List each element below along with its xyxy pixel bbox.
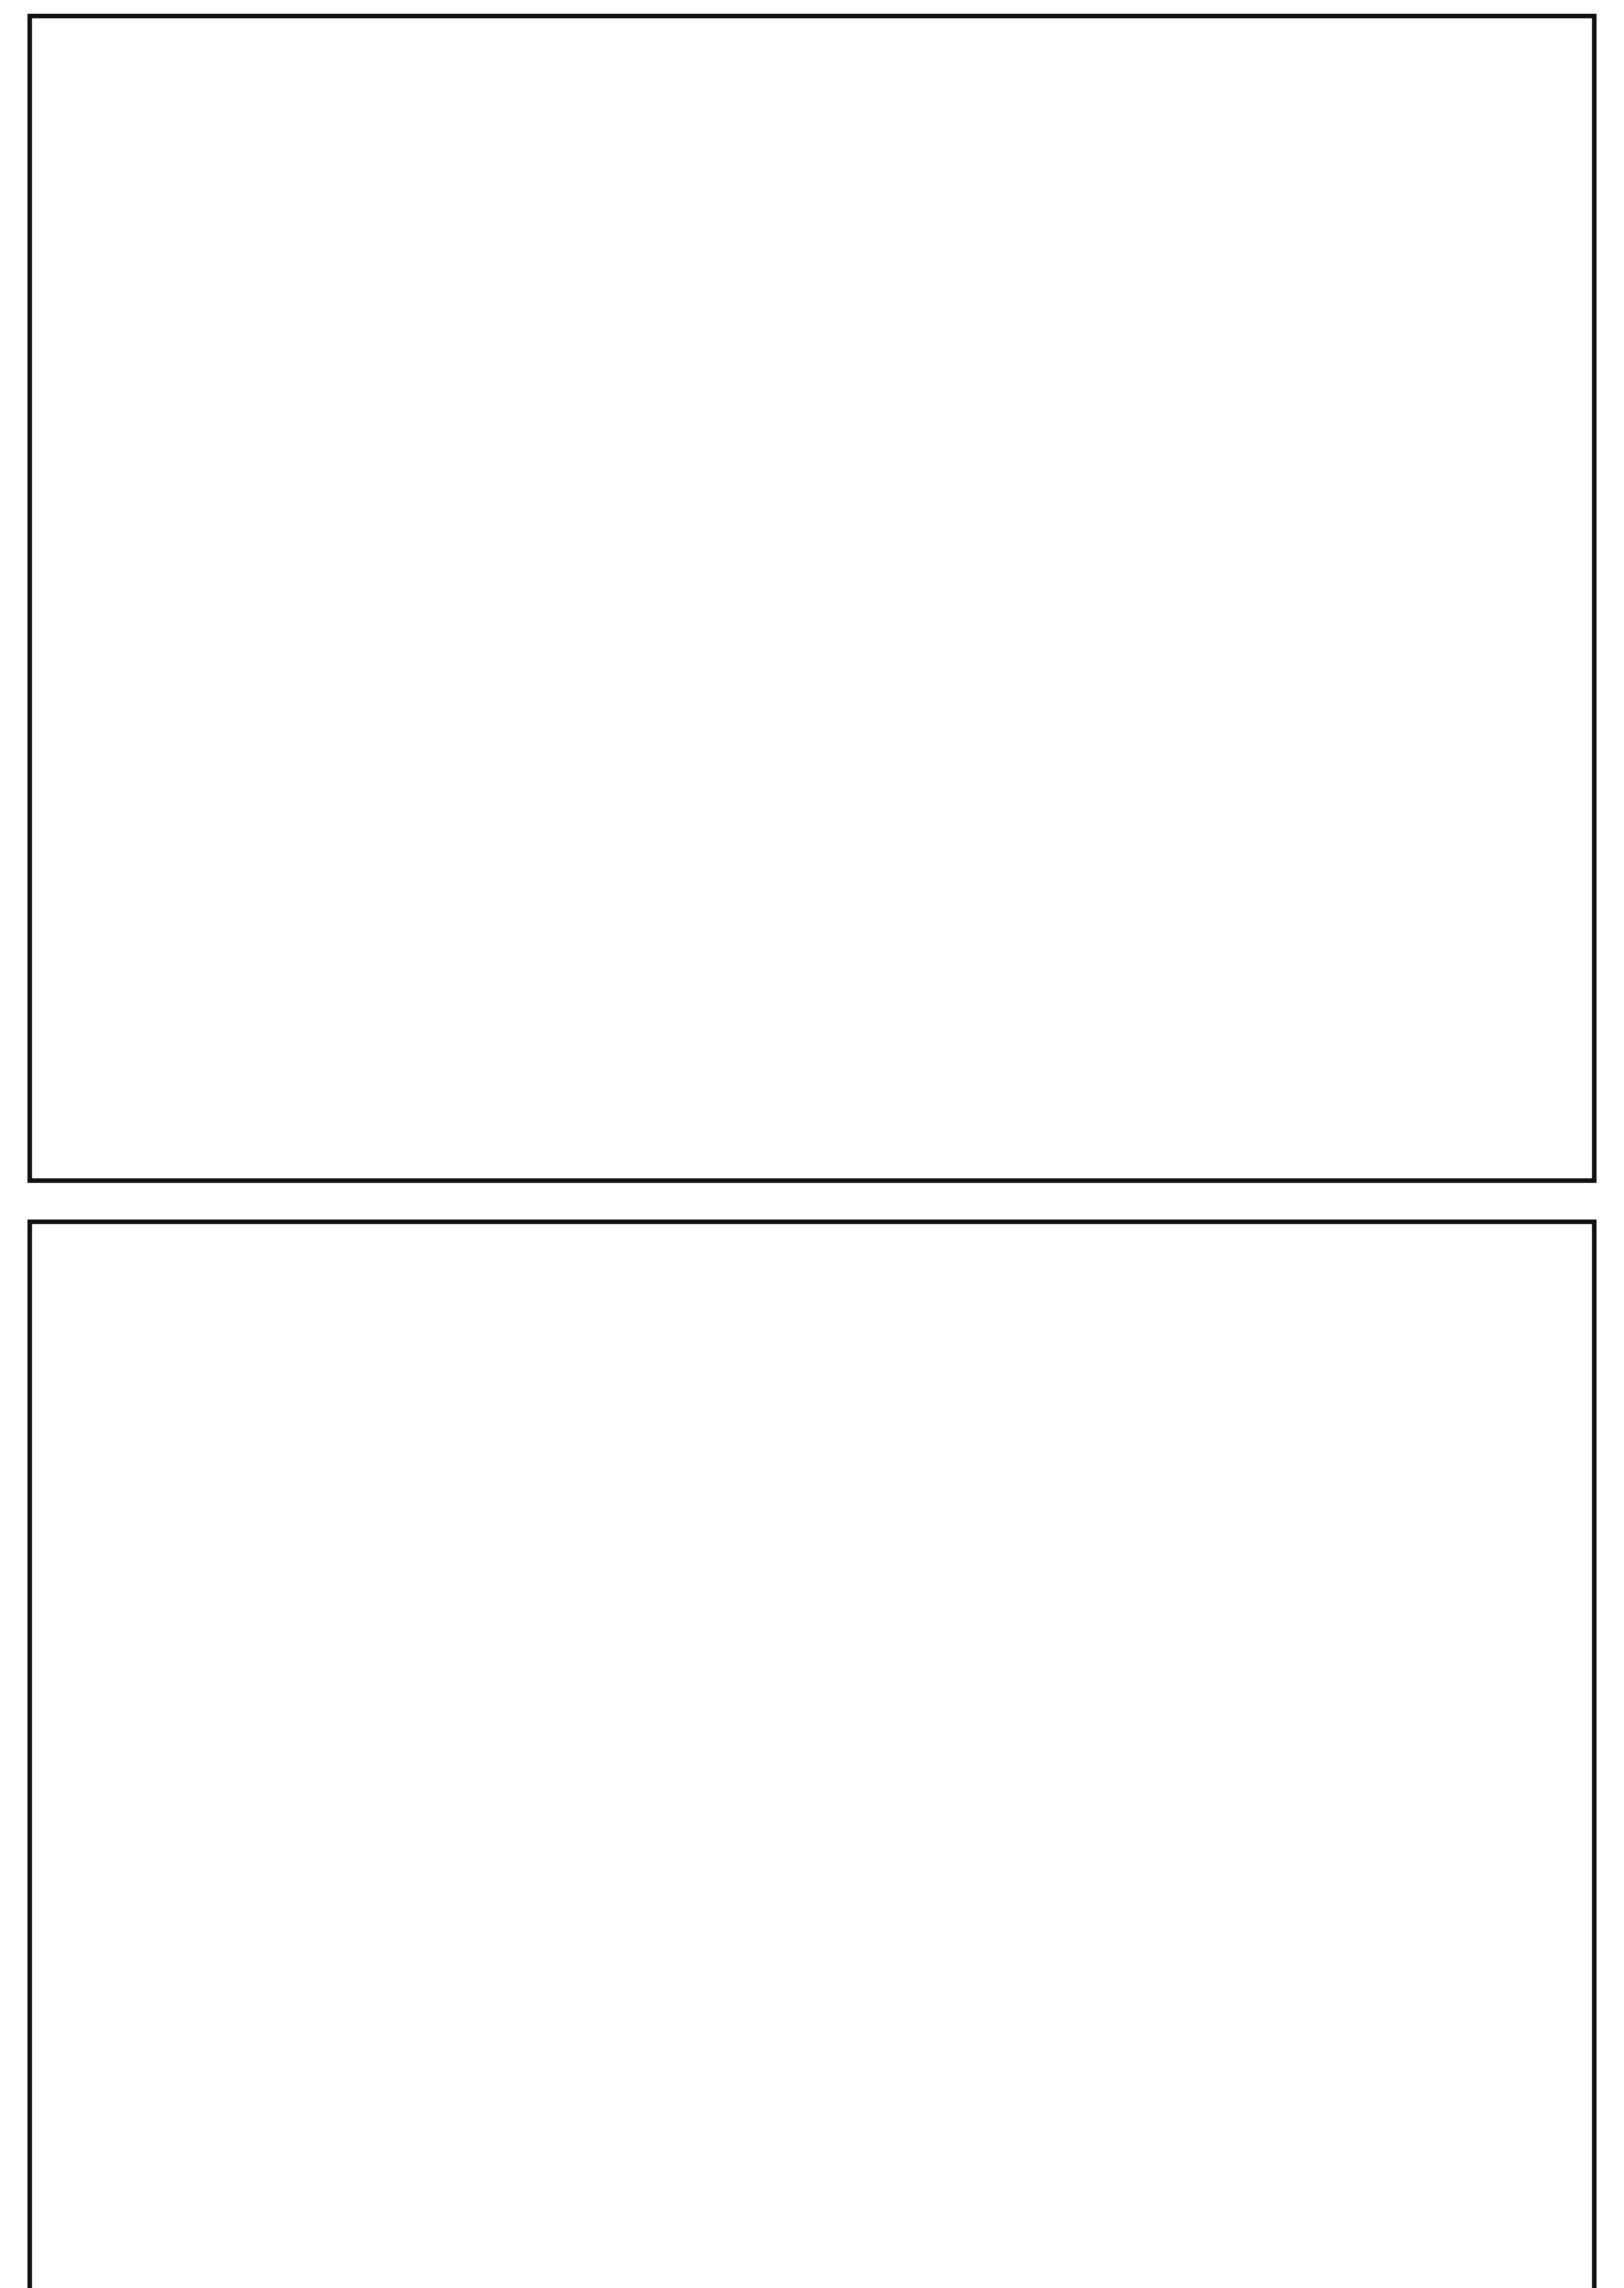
top-columns (32, 18, 1592, 1178)
bottom-columns (32, 1224, 1592, 2288)
top-panel (27, 14, 1597, 1183)
bottom-panel (27, 1220, 1597, 2288)
